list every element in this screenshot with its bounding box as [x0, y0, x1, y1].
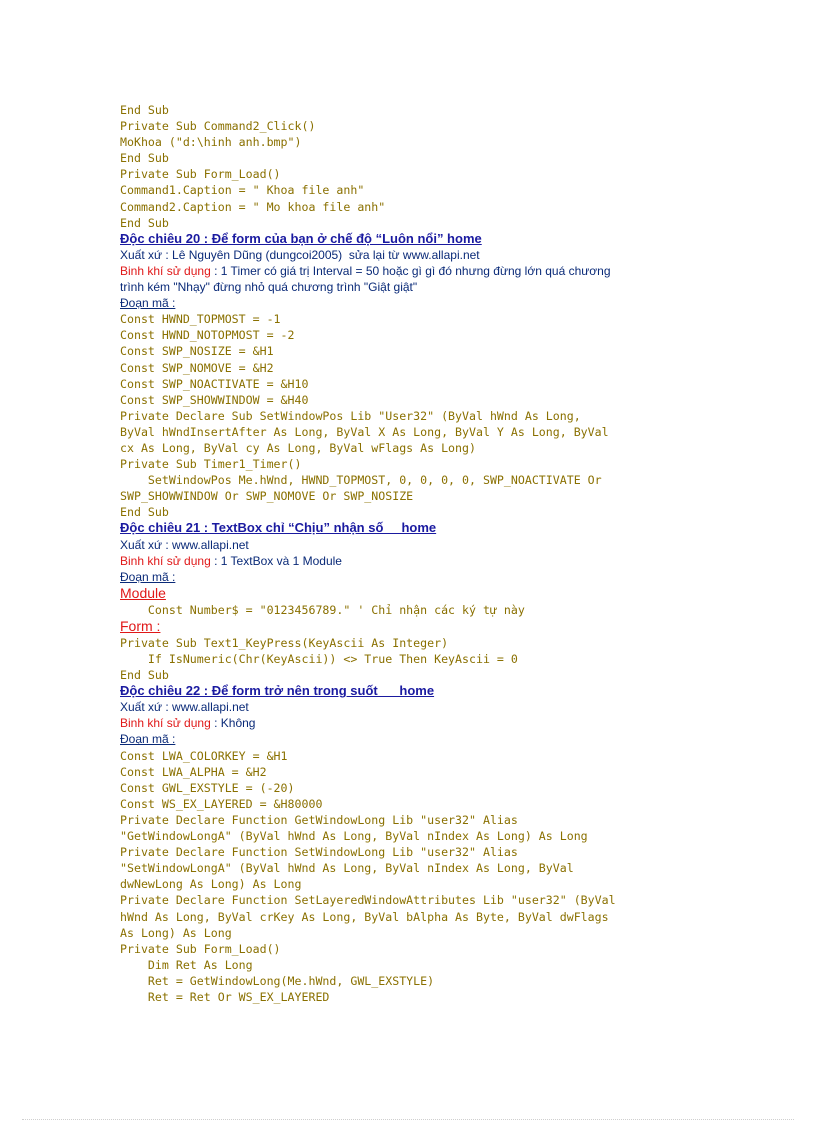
weapon-value: : Không — [210, 716, 256, 731]
code-line: Private Sub Form_Load() — [120, 941, 281, 956]
code-line: Const HWND_TOPMOST = -1 — [120, 312, 281, 327]
code-line: End Sub — [120, 103, 169, 117]
code-line: Private Declare Function GetWindowLong Lib "user32" Alias — [120, 812, 518, 827]
tip-21-heading-link[interactable]: Độc chiêu 21 : TextBox chỉ “Chịu” nhận số home — [120, 520, 437, 536]
tip-20-source: Xuất xứ : Lê Nguyên Dũng (dungcoi2005) sửa lại từ www.allapi.net — [120, 247, 480, 262]
code-line: End Sub — [120, 668, 169, 683]
form-label: Form : — [120, 617, 161, 634]
weapon-label: Binh khí sử dụng — [120, 553, 211, 568]
tip-22-heading-link[interactable]: Độc chiêu 22 : Để form trở nên trong suốt home — [120, 683, 435, 699]
code-line: Const LWA_ALPHA = &H2 — [120, 764, 267, 779]
document-body — [120, 102, 700, 1005]
code-block — [120, 102, 700, 231]
code-line: Private Sub Form_Load() — [120, 167, 281, 182]
code-block — [120, 311, 700, 520]
code-line: Private Sub Timer1_Timer() — [120, 457, 302, 472]
tip-22-section — [120, 683, 700, 1005]
weapon-value: : 1 Timer có giá trị Interval = 50 hoặc gì gì đó nhưng đừng lớn quá chương — [210, 263, 611, 278]
code-line: Command2.Caption = " Mo khoa file anh" — [120, 199, 386, 214]
code-line: Command1.Caption = " Khoa file anh" — [120, 183, 365, 198]
tip-22-weapon — [120, 715, 700, 731]
code-line: Const LWA_COLORKEY = &H1 — [120, 748, 288, 763]
code-line: Const SWP_NOMOVE = &H2 — [120, 360, 274, 375]
code-label: Đoạn mã : — [120, 296, 176, 311]
code-line: End Sub — [120, 151, 169, 166]
code-line: End Sub — [120, 505, 169, 520]
weapon-value: : 1 TextBox và 1 Module — [210, 553, 342, 568]
code-label: Đoạn mã : — [120, 732, 176, 747]
code-line: "SetWindowLongA" (ByVal hWnd As Long, ByVal nIndex As Long, ByVal — [120, 861, 574, 876]
weapon-label: Binh khí sử dụng — [120, 263, 211, 278]
tip-20-weapon — [120, 263, 700, 279]
code-line: Private Declare Function SetWindowLong Lib "user32" Alias — [120, 845, 518, 860]
code-line: If IsNumeric(Chr(KeyAscii)) <> True Then KeyAscii = 0 — [120, 652, 518, 666]
tip-20-section — [120, 231, 700, 521]
code-line: Const SWP_SHOWWINDOW = &H40 — [120, 392, 309, 407]
code-line: Ret = Ret Or WS_EX_LAYERED — [120, 989, 330, 1004]
tip-21-section — [120, 520, 700, 683]
code-line: Const HWND_NOTOPMOST = -2 — [120, 328, 295, 343]
code-label: Đoạn mã : — [120, 569, 176, 584]
weapon-label: Binh khí sử dụng — [120, 716, 211, 731]
tip-20-weapon-continued: trình kém "Nhạy" đừng nhỏ quá chương trình "Giật giật" — [120, 280, 418, 295]
code-line: Const SWP_NOSIZE = &H1 — [120, 344, 274, 359]
code-line: Const GWL_EXSTYLE = (-20) — [120, 780, 295, 795]
code-line: SetWindowPos Me.hWnd, HWND_TOPMOST, 0, 0, 0, 0, SWP_NOACTIVATE Or — [120, 473, 602, 488]
code-line: MoKhoa ("d:\hinh anh.bmp") — [120, 135, 302, 150]
code-block — [120, 748, 700, 1006]
tip-20-heading-link[interactable]: Độc chiêu 20 : Để form của bạn ở chế độ “Luôn nổi” home — [120, 230, 482, 246]
code-line: Private Sub Command2_Click() — [120, 119, 316, 134]
code-line: Private Declare Sub SetWindowPos Lib "User32" (ByVal hWnd As Long, — [120, 408, 581, 423]
code-line: Const WS_EX_LAYERED = &H80000 — [120, 796, 323, 811]
code-line: cx As Long, ByVal cy As Long, ByVal wFlags As Long) — [120, 440, 476, 455]
code-line: Dim Ret As Long — [120, 957, 253, 972]
code-line: SWP_SHOWWINDOW Or SWP_NOMOVE Or SWP_NOSIZE — [120, 489, 414, 504]
code-line: dwNewLong As Long) As Long — [120, 877, 302, 892]
code-line: "GetWindowLongA" (ByVal hWnd As Long, ByVal nIndex As Long) As Long — [120, 829, 588, 844]
code-line: Private Declare Function SetLayeredWindowAttributes Lib "user32" (ByVal — [120, 893, 616, 908]
code-line: Const Number$ = "0123456789." ' Chỉ nhận các ký tự này — [120, 602, 525, 617]
page-footer-divider — [22, 1119, 794, 1120]
code-line: End Sub — [120, 215, 169, 230]
module-label: Module — [120, 584, 166, 601]
tip-21-weapon — [120, 553, 700, 569]
code-line: hWnd As Long, ByVal crKey As Long, ByVal bAlpha As Byte, ByVal dwFlags — [120, 909, 609, 924]
tip-21-source: Xuất xứ : www.allapi.net — [120, 537, 249, 552]
tip-22-source: Xuất xứ : www.allapi.net — [120, 700, 249, 715]
code-line: Const SWP_NOACTIVATE = &H10 — [120, 376, 309, 391]
code-line: Ret = GetWindowLong(Me.hWnd, GWL_EXSTYLE) — [120, 973, 435, 988]
code-line: As Long) As Long — [120, 925, 232, 940]
code-line: Private Sub Text1_KeyPress(KeyAscii As Integer) — [120, 635, 449, 650]
code-line: ByVal hWndInsertAfter As Long, ByVal X As Long, ByVal Y As Long, ByVal — [120, 424, 609, 439]
